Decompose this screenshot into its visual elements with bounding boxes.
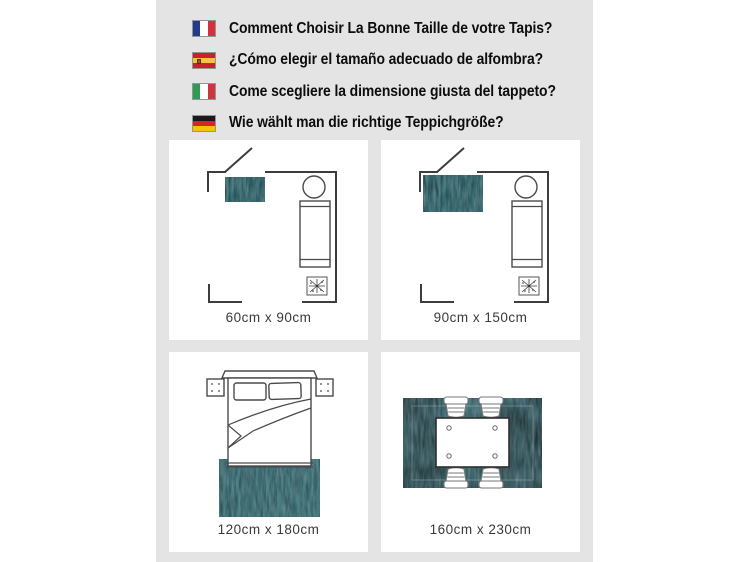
dining-table-icon	[436, 418, 509, 467]
bedroom-floor-plan-diagram	[169, 140, 368, 308]
card-160x230	[381, 352, 580, 552]
bed-icon	[226, 378, 313, 467]
chair-icon	[444, 397, 468, 417]
card-90x150	[381, 140, 580, 340]
rug-size-label: 90cm x 150cm	[433, 310, 528, 325]
header-title-german: Wie wählt man die richtige Teppichgröße?	[229, 114, 504, 132]
germany-flag-icon	[192, 115, 216, 132]
header-title-italian: Come scegliere la dimensione giusta del tappeto?	[229, 82, 556, 100]
pillow-icon	[269, 382, 302, 399]
dining-rug-diagram	[381, 352, 580, 520]
bed-rug-diagram	[169, 352, 368, 520]
content-panel	[156, 0, 593, 562]
header-title-spanish: ¿Cómo elegir el tamaño adecuado de alfombra?	[229, 51, 544, 69]
rug-icon	[423, 175, 483, 212]
pillow-icon	[234, 383, 266, 400]
chair-icon	[479, 397, 503, 417]
card-60x90	[169, 140, 368, 340]
spain-flag-icon	[192, 52, 216, 69]
header	[192, 13, 605, 139]
italy-flag-icon	[192, 83, 216, 100]
bedroom-floor-plan-diagram	[381, 140, 580, 308]
rug-size-label: 60cm x 90cm	[225, 310, 312, 325]
header-row-spanish	[192, 45, 605, 77]
rug-size-label: 160cm x 230cm	[429, 522, 532, 537]
rug-icon	[225, 177, 265, 202]
nightstand-left-icon	[207, 379, 224, 396]
france-flag-icon	[192, 20, 216, 37]
card-120x180	[169, 352, 368, 552]
chair-icon	[444, 468, 468, 488]
chair-icon	[479, 468, 503, 488]
rug-size-label: 120cm x 180cm	[217, 522, 320, 537]
header-row-french	[192, 13, 605, 45]
nightstand-right-icon	[316, 379, 333, 396]
header-row-italian	[192, 76, 605, 108]
spain-coat-of-arms-icon	[197, 59, 201, 64]
header-row-german	[192, 108, 605, 140]
header-title-french: Comment Choisir La Bonne Taille de votre Tapis?	[229, 19, 553, 37]
headboard-icon	[222, 371, 317, 378]
rug-icon	[219, 459, 320, 517]
